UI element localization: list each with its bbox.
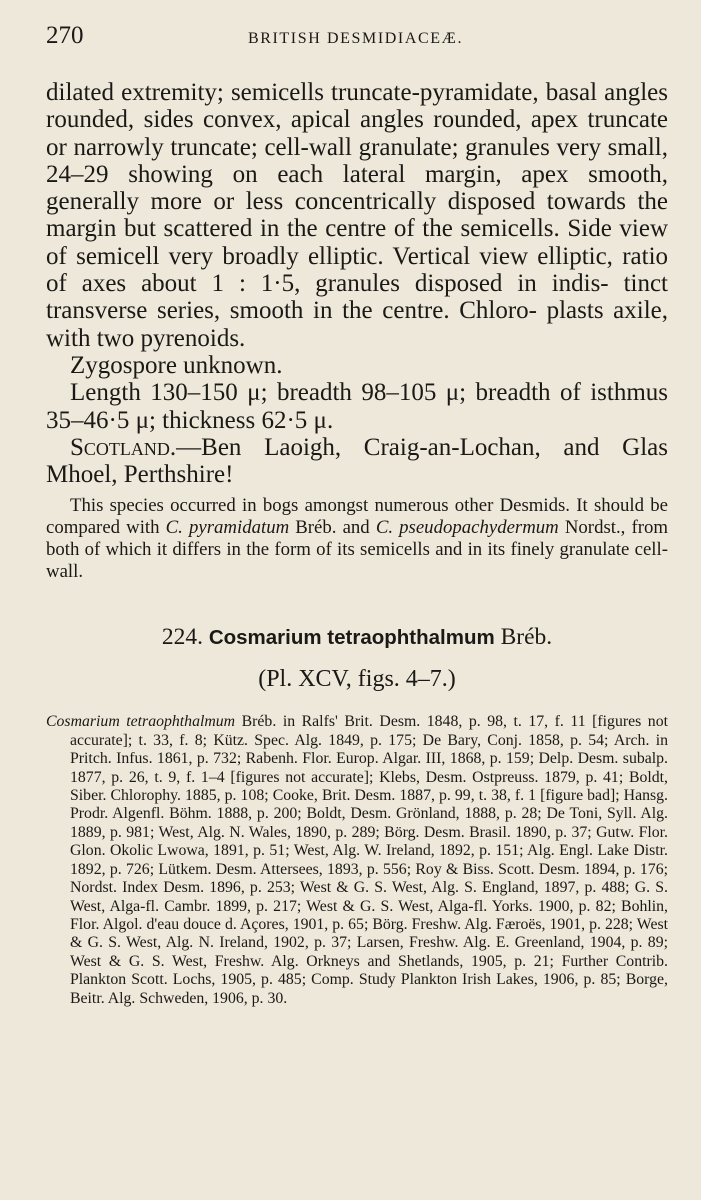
page-body — [46, 79, 668, 1008]
description-line: rounded, apex truncate or narrowly truncate; cell-wall — [46, 106, 668, 161]
page-header — [46, 22, 665, 56]
species-number: 224. — [161, 624, 203, 651]
note-species-name: C. pyramidatum — [165, 517, 290, 539]
note-text: Bréb. and — [289, 517, 376, 539]
species-author: Bréb. — [500, 624, 553, 651]
species-note — [46, 495, 668, 583]
dimensions-line-1: Length 130–150 μ; breadth 98–105 μ; breadth of — [70, 379, 581, 407]
species-name: Cosmarium tetraophthalmum — [208, 626, 495, 650]
description-line: each lateral margin, apex smooth, generally more or — [46, 160, 669, 216]
reference-text: Bréb. in Ralfs' Brit. Desm. 1848, p. 98, t. 17, f. 11 [figures not accurate]; t. 33, f. 8; Kütz. Spec. Alg. 1849, p. 175; De Bary, Conj. 1858, p. 54; Arch. in Pritch. Infus. 1861, p. 732; Rabenh. Flor. Europ. Algar. III, 1868, p. 159; Delp. Desm. subalp. 1877, p. 26, t. 9, f. 1–4 [figures not accurate]; Klebs, Desm. Ostpreuss. 1879, p. 41; Boldt, Siber. Chlorophy. 1885, p. 108; Cooke, Brit. Desm. 1887, p. 99, t. 38, f. 1 [figure bad]; Hansg. Prodr. Algenfl. Böhm. 1888, p. 200; Boldt, Desm. Grönland, 1888, p. 28; De Toni, Syll. Alg. 1889, p. 981; West, Alg. N. Wales, 1890, p. 289; Börg. Desm. Brasil. 1890, p. 37; Gutw. Flor. Glon. Okolic Lwowa, 1891, p. 51; West, Alg. W. Ireland, 1892, p. 151; Alg. Engl. Lake Distr. 1892, p. 726; Lütkem. Desm. Attersees, 1893, p. 556; Roy & Biss. Scott. Desm. 1894, p. 176; Nordst. Index Desm. 1896, p. 253; West & G. S. West, Alg. S. England, 1897, p. 488; G. S. West, Alga-fl. Cambr. 1899, p. 217; West & G. S. West, Alga-fl. Yorks. 1900, p. 82; Bohlin, Flor. Algol. d'eau douce d. Açores, 1901, p. 65; Börg. Freshw. Alg. Færoës, 1901, p. 228; West & G. S. West, Alg. N. Ireland, 1902, p. 37; Larsen, Freshw. Alg. E. Greenland, 1904, p. 89; West & G. S. West, Freshw. Alg. Orkneys and Shetlands, 1905, p. 21; Further Contrib. Plankton Scott. Lochs, 1905, p. 485; Comp. Study Plankton Irish Lakes, 1906, p. 85; Borge, Beitr. Alg. Schweden, 1906, p. 30. — [70, 713, 668, 1007]
description-line: dilated extremity; semicells truncate-pyramidate, — [46, 79, 539, 106]
zygospore-note: Zygospore unknown. — [70, 351, 283, 379]
note-text: Nordst., from both of which it differs in the form of its semicells and in its finely granulate cell-wall. — [46, 517, 668, 583]
references — [46, 713, 668, 1008]
page-number: 270 — [46, 22, 84, 49]
description-line: plasts axile, with two pyrenoids. — [46, 297, 669, 352]
locality-region: Scotland. — [70, 433, 177, 461]
locality — [46, 434, 668, 489]
dimensions — [46, 379, 668, 434]
reference-species-name: Cosmarium tetraophthalmum — [46, 713, 236, 731]
description-line: basal angles rounded, sides convex, apical angles — [46, 79, 669, 134]
running-head: BRITISH DESMIDIACEÆ. — [247, 30, 464, 47]
description-line: tinct transverse series, smooth in the centre. Chloro- — [46, 270, 668, 325]
description-line: ratio of axes about 1 : 1·5, granules disposed in indis- — [46, 242, 669, 298]
dimensions-line-2: isthmus 35–46·5 μ; thickness 62·5 μ. — [46, 379, 669, 434]
description-line: less concentrically disposed towards the margin but — [46, 188, 668, 243]
description-line: scattered in the centre of the semicells. Side view of — [46, 215, 669, 270]
plate-reference: (Pl. XCV, figs. 4–7.) — [258, 666, 456, 693]
description-line: semicell very broadly elliptic. Vertical view elliptic, — [76, 242, 613, 270]
note-species-name: C. pseudopachydermum — [375, 517, 559, 539]
description-line: granulate; granules very small, 24–29 showing on — [46, 133, 668, 188]
species-description — [46, 79, 668, 488]
note-text: This species occurred in bogs amongst numerous other Desmids. It should be compared with — [46, 495, 668, 539]
locality-places: —Ben Laoigh, Craig-an-Lochan, and Glas Mhoel, Perthshire! — [46, 433, 668, 489]
species-heading — [46, 622, 668, 653]
